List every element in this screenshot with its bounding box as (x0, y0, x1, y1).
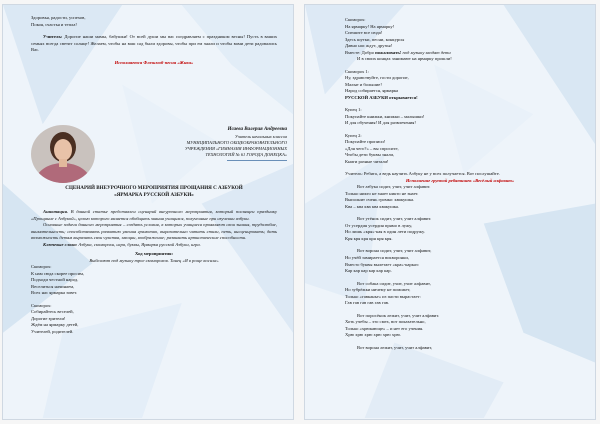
keywords-text: Азбука, скоморохи, игра, буквы, Ярмарка русской Азбуки, игра. (78, 241, 201, 247)
speaker-label: Скоморох: (345, 17, 366, 22)
verse-line: Вот ворона лежит, учит, учит алфавит, (357, 344, 433, 350)
author-block (117, 127, 287, 161)
stage-direction: под музыку входят дети (402, 49, 451, 55)
verse-line: Подходи честной народ. (31, 277, 79, 283)
teacher-line: Учитель: Ребята, а ведь научить Азбуку не у всех получается. Вот послушайте. (345, 171, 500, 177)
document-page-1 (2, 4, 294, 420)
section-heading: Ход мероприятия: (134, 251, 174, 257)
author-organization: МУНИЦИПАЛЬНОГО ОБЩЕОБРАЗОВАТЕЛЬНОГО (186, 139, 287, 145)
keywords-paragraph (31, 242, 277, 249)
verse-line: Давно нас ждут, друзья! (345, 43, 393, 49)
speaker-label: Купец 2: (345, 132, 362, 138)
speaker-label: Скоморох: (31, 302, 52, 308)
speaker-label: Скоморох: (31, 264, 52, 270)
author-organization: ТЕХНОЛОГИЙ № 61 ГОРОДА ДОНЕЦКА» (205, 151, 287, 157)
song-caption: Исполняется Флешмоб-песня «Живи» (114, 59, 194, 65)
document-title (31, 185, 277, 199)
annotation-paragraph (31, 209, 277, 222)
intro-line: Покоя, счастья и тепла! (31, 21, 77, 27)
verse-line: Ква – ква ква ква квакушка. (345, 203, 400, 209)
verse-line: Хрю хрю хрю хрю хрю хрю. (345, 332, 402, 338)
verse-line: Ждём на ярмарку детей, (31, 322, 79, 328)
invite-emphasis: пожаловать! (375, 49, 402, 55)
verse-line: Учителей, родителей. (31, 328, 74, 334)
verse-line: Но лишь «кря»-кая в один лети подружу. (345, 229, 425, 235)
author-name: Исаева Валерия Андреевна (227, 127, 287, 132)
teacher-paragraph (31, 34, 277, 54)
author-organization: УЧРЕЖДЕНИЯ «ГИМНАЗИЯ ИНФОРМАЦИОННЫХ (184, 145, 287, 151)
verse-line: На ярмарку! На ярмарку! (345, 23, 395, 29)
verse-line: Собирайтесь веселей, (31, 309, 74, 315)
verse-line: Вместо буквы вылетает «кра»-карказ: (345, 261, 420, 267)
verse-line: Народ собирается, ярмарка (345, 88, 399, 94)
stage-direction: Выбегают под музыку трое скоморохов. Танец «Я в роще косила» (89, 257, 219, 263)
song-caption: Исполнение группой ребятишек «Весёлый алфавит» (405, 177, 515, 183)
teacher-text: Дорогие наши мамы, бабушки! От всей души мы вас поздравляем с праздником весны! Пусть в ваших семьях всегда светит солнце! Желаем, чтобы на ваш сад были здоровы, чтобы при ем знали и чтобы вами дети радовались Вас. (31, 34, 277, 53)
verse-line: К нам сюда скорее просим, (31, 270, 85, 276)
verse-line: Хоть учебы – это смех, вот показательно, (345, 319, 426, 325)
annotation-text: В данной статье представлен сценарий внеурочного мероприятия, который посвящен празднику «Прощание с Азбукой», целью которого является обобщить знания учащихся, полученные при изучении азбуки. (31, 209, 277, 221)
verse-line: Только «гавканье» из пасти вырастает: (345, 293, 421, 299)
document-page-2 (304, 4, 596, 420)
verse-line: Вот азбука сидит, учит, учит алфавит. (357, 184, 431, 190)
verse-line: Вот утёнок сидит, учит, учит алфавит. (357, 216, 432, 222)
verse-line: Вот собака сидит, учит, учит алфавит, (357, 280, 431, 286)
verse-line: Только никто не знает никто не знает. (345, 190, 419, 196)
verse-line: Покупайте книжки, книжки – малышки! (345, 113, 425, 119)
verse-line: Но зубрёжки ничему не поможет, (345, 287, 411, 293)
verse-line: Ну, здравствуйте, гости дорогие, (345, 75, 409, 81)
verse-line: «Для чего?» – вы спросите, (345, 145, 399, 151)
verse-line: Но учёй замирается вокворонки, (345, 254, 409, 260)
title-line: «ЯРМАРКА РУССКОЙ АЗБУКИ» (114, 192, 194, 199)
author-position: Учитель начальных классов (234, 133, 287, 139)
verse-line: Чтобы дети буквы знали, (345, 152, 395, 158)
speaker-label: Купец 1: (345, 107, 362, 113)
verse-line: Веселиться начинаем, (31, 283, 75, 289)
intro-line: Здоровья, радости, успехов, (31, 15, 86, 20)
verse-line: Спешите все сюда! (345, 30, 383, 36)
verse-line: Покупайте прописи! (345, 139, 386, 145)
verse-line: Выполнит очень громко: квакушка. (345, 197, 415, 203)
verse-line: Только «хрюкающе» – и нет его учения. (345, 325, 424, 331)
title-line: СЦЕНАРИЙ ВНЕУРОЧНОГО МЕРОПРИЯТИЯ ПРОЩАНИЯ С АЗБУКОЙ (65, 185, 243, 191)
verse-line: Здесь шутки, песни, конкурсы (345, 36, 405, 42)
verse-line: Вот поросёнок лежит, учит, учит алфавит. (357, 312, 440, 318)
keywords-label: Ключевые слова: (43, 241, 78, 247)
verse-line: Вот ворона сидит, учит, учит алфавит, (357, 248, 432, 254)
verse-line: И в своих концах занимают на ярмарку прошли! (357, 56, 452, 62)
speaker-label: Учитель: (43, 34, 63, 40)
verse-line: И для обучения! И для развлечения! (345, 120, 416, 126)
verse-line: Книги разные читали! (345, 158, 389, 164)
verse-line: Дорогие зрители! (31, 315, 66, 321)
invite-text: Вместе: Добро (345, 49, 374, 55)
verse-line: Кар кар кар кар кар кар. (345, 268, 392, 274)
annotation-paragraph: Основные задачи данного мероприятия – создать условия, в которых учащиеся проявляют свои знания, трудолюбие, внимательность; способствовать развитию умения грамотно, выразительно читать стихи, петь, инсценировать; дать возможность детям выразить свои чувства, эмоции, воображение; развивать артистические способности. (31, 222, 277, 241)
verse-line-bold: РУССКОЙ АЗБУКИ открывается! (345, 94, 418, 100)
author-divider (227, 160, 287, 161)
verse-line: Кря кря кря кря кря кря. (345, 235, 393, 241)
verse-line: Всех нас ярмарка зовет. (31, 290, 78, 296)
verse-line: Малые и большие! (345, 81, 382, 87)
speaker-label: Скоморох 1: (345, 68, 369, 74)
verse-line: От усердия усердия прямо в лужу, (345, 222, 413, 228)
author-photo (31, 125, 95, 183)
verse-line: Гав гав гав гав гав гав. (345, 300, 390, 306)
annotation-label: Аннотация. (43, 209, 68, 214)
